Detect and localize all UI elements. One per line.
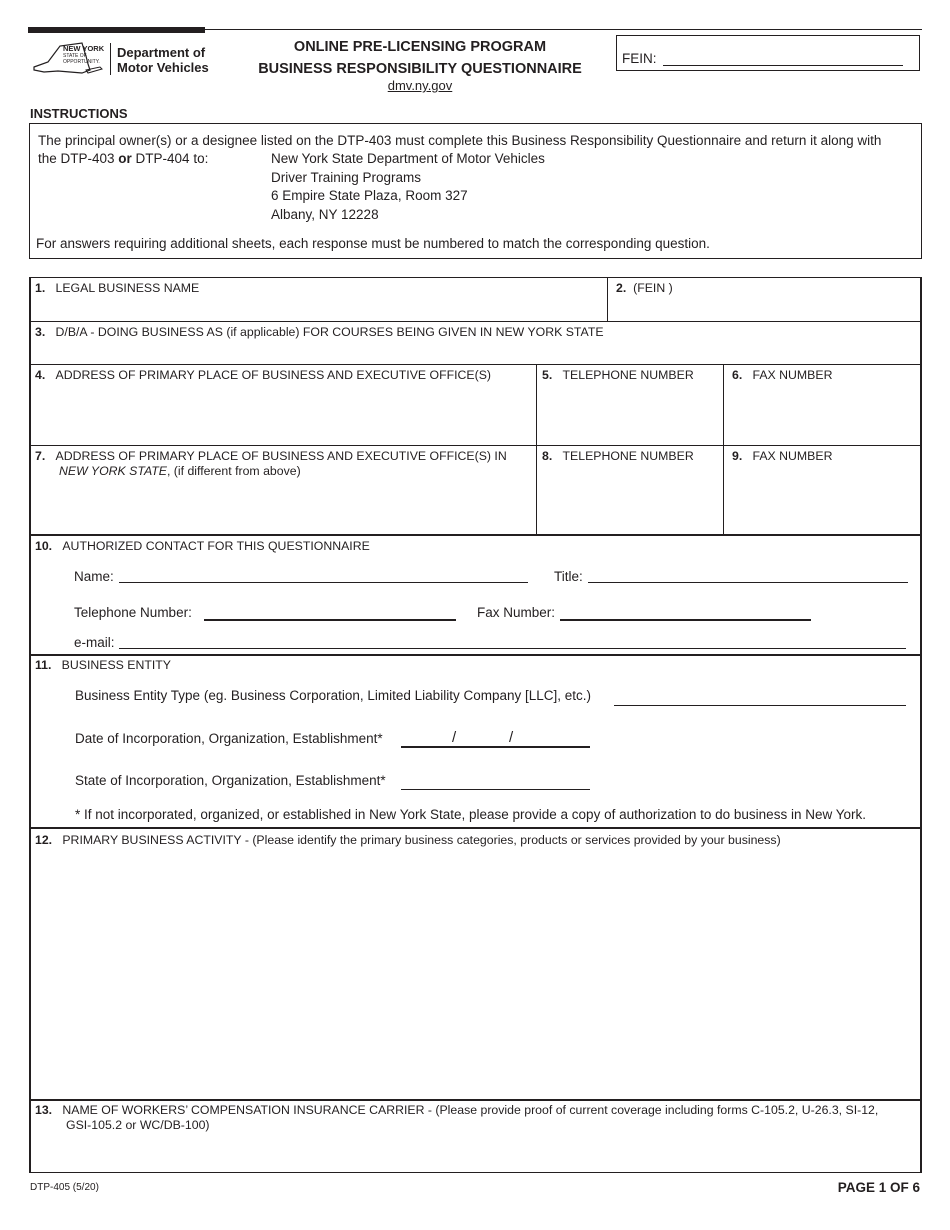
q10-num: 10.: [35, 539, 53, 553]
q8-label: [542, 448, 694, 464]
form-border-right: [920, 277, 922, 1173]
page-title: [235, 36, 605, 80]
q11-num: 11.: [35, 658, 52, 672]
form-id: DTP-405 (5/20): [30, 1182, 99, 1193]
business-activity-field[interactable]: [31, 852, 919, 1097]
q12-text: PRIMARY BUSINESS ACTIVITY - (Please identify the primary business categories, products or services provided by your business): [62, 833, 781, 847]
incorporation-date-label: Date of Incorporation, Organization, Establishment*: [75, 731, 383, 746]
q10-label: [35, 538, 370, 554]
q12-num: 12.: [35, 833, 53, 847]
instructions-heading: INSTRUCTIONS: [30, 106, 128, 121]
address-line-1: New York State Department of Motor Vehicles: [271, 151, 545, 166]
instructions-line2-post: DTP-404 to:: [131, 151, 209, 166]
row-divider-3: [29, 445, 922, 446]
q1-label: [35, 280, 199, 296]
header-rule-thin: [205, 29, 922, 30]
dept-line-1: Department of: [117, 45, 206, 60]
q5-num: 5.: [542, 368, 553, 382]
instructions-line2-or: or: [118, 151, 132, 166]
form-border-bottom: [29, 1172, 922, 1173]
incorporation-state-input[interactable]: [401, 789, 590, 790]
row-divider-2: [29, 364, 922, 365]
date-separator-1: /: [452, 729, 457, 746]
q4-text: ADDRESS OF PRIMARY PLACE OF BUSINESS AND EXECUTIVE OFFICE(S): [55, 368, 492, 382]
row-divider-1: [29, 321, 922, 322]
row-divider-4: [29, 534, 922, 536]
form-border-top: [29, 277, 922, 278]
row-divider-7: [29, 1099, 922, 1101]
q13-num: 13.: [35, 1103, 53, 1117]
q8-num: 8.: [542, 449, 553, 463]
contact-name-label: Name:: [74, 569, 114, 584]
q6-num: 6.: [732, 368, 743, 382]
q7-label: [35, 448, 507, 464]
telephone-field-2[interactable]: [538, 465, 722, 533]
q13-label-line2: GSI-105.2 or WC/DB-100): [66, 1118, 210, 1132]
contact-title-input[interactable]: [588, 582, 908, 583]
q9-text: FAX NUMBER: [752, 449, 833, 463]
q1-num: 1.: [35, 281, 46, 295]
instructions-line2-pre: the DTP-403: [38, 151, 119, 166]
date-separator-2: /: [509, 729, 514, 746]
fax-field-1[interactable]: [725, 384, 919, 444]
q7-text-italic: NEW YORK STATE: [59, 464, 167, 478]
q3-text: D/B/A - DOING BUSINESS AS (if applicable) FOR COURSES BEING GIVEN IN NEW YORK STATE: [55, 325, 604, 339]
entity-type-label: Business Entity Type (eg. Business Corporation, Limited Liability Company [LLC], etc.): [75, 688, 591, 703]
q9-num: 9.: [732, 449, 743, 463]
dept-name: [117, 45, 209, 75]
contact-name-input[interactable]: [119, 582, 528, 583]
fein-label: FEIN:: [622, 51, 657, 66]
q4-label: [35, 367, 491, 383]
header-rule-thick: [28, 27, 205, 33]
q1-text: LEGAL BUSINESS NAME: [55, 281, 200, 295]
logo-text-1: NEW YORK: [63, 44, 105, 53]
q6-label: [732, 367, 832, 383]
q4-num: 4.: [35, 368, 46, 382]
primary-address-field[interactable]: [31, 384, 535, 444]
page-number: PAGE 1 OF 6: [837, 1180, 920, 1195]
q11-label: [35, 657, 171, 673]
q5-label: [542, 367, 694, 383]
q11-text: BUSINESS ENTITY: [61, 658, 171, 672]
q13-label: [35, 1102, 878, 1118]
q13-text: NAME OF WORKERS’ COMPENSATION INSURANCE CARRIER - (Please provide proof of current coverage including forms C-105.2, U-26.3, SI-12,: [62, 1103, 879, 1117]
ny-address-field[interactable]: [31, 481, 535, 533]
incorporation-date-input[interactable]: [401, 746, 590, 748]
instructions-note: For answers requiring additional sheets, each response must be numbered to match the corresponding question.: [36, 236, 710, 251]
q7-num: 7.: [35, 449, 46, 463]
q6-text: FAX NUMBER: [752, 368, 833, 382]
title-line-2: BUSINESS RESPONSIBILITY QUESTIONNAIRE: [258, 61, 582, 77]
q9-label: [732, 448, 832, 464]
q2-num: 2.: [616, 281, 627, 295]
q3-num: 3.: [35, 325, 46, 339]
incorporation-state-label: State of Incorporation, Organization, Establishment*: [75, 773, 386, 788]
contact-fax-label: Fax Number:: [477, 605, 556, 620]
address-line-2: Driver Training Programs: [271, 170, 422, 185]
instructions-line2: [38, 149, 208, 168]
contact-fax-input[interactable]: [560, 619, 811, 621]
contact-title-label: Title:: [554, 569, 583, 584]
q3-label: [35, 324, 604, 340]
fax-field-2[interactable]: [725, 465, 919, 533]
logo-text-2: STATE OF: [63, 53, 87, 59]
logo-text-3: OPPORTUNITY.: [63, 59, 100, 65]
q7-text: ADDRESS OF PRIMARY PLACE OF BUSINESS AND EXECUTIVE OFFICE(S) IN: [55, 449, 507, 463]
q8-text: TELEPHONE NUMBER: [562, 449, 694, 463]
dmv-link[interactable]: dmv.ny.gov: [387, 78, 453, 93]
q7-label-line2: [59, 463, 301, 479]
contact-email-input[interactable]: [119, 648, 906, 649]
logo-divider: [110, 43, 111, 75]
q12-label: [35, 832, 781, 848]
col-divider-phone: [536, 364, 537, 535]
q5-text: TELEPHONE NUMBER: [562, 368, 694, 382]
telephone-field-1[interactable]: [538, 384, 722, 444]
dba-field[interactable]: [31, 340, 919, 363]
col-divider-q2: [607, 277, 608, 321]
col-divider-fax: [723, 364, 724, 535]
dept-line-2: Motor Vehicles: [117, 60, 209, 75]
q7-text-rest: , (if different from above): [166, 464, 301, 478]
address-line-3: 6 Empire State Plaza, Room 327: [271, 188, 468, 203]
incorporation-footnote: * If not incorporated, organized, or established in New York State, please provide a copy of authorization to do business in New York.: [75, 807, 866, 822]
legal-business-name-field[interactable]: [31, 296, 606, 320]
title-line-1: ONLINE PRE-LICENSING PROGRAM: [293, 39, 547, 55]
instructions-intro: The principal owner(s) or a designee listed on the DTP-403 must complete this Business Responsibility Questionnaire and return it along with: [38, 133, 882, 148]
workers-comp-carrier-field[interactable]: [31, 1136, 919, 1171]
address-line-4: Albany, NY 12228: [271, 207, 379, 222]
row-divider-5: [29, 654, 922, 656]
entity-type-input[interactable]: [614, 705, 906, 706]
fein-input[interactable]: [663, 65, 903, 66]
contact-phone-input[interactable]: [204, 619, 456, 621]
q2-label: [616, 280, 673, 296]
row-divider-6: [29, 827, 922, 829]
contact-phone-label: Telephone Number:: [74, 605, 192, 620]
fein-field[interactable]: [609, 296, 919, 320]
q2-text: (FEIN ): [633, 281, 673, 295]
q10-text: AUTHORIZED CONTACT FOR THIS QUESTIONNAIRE: [62, 539, 370, 553]
contact-email-label: e-mail:: [74, 635, 115, 650]
